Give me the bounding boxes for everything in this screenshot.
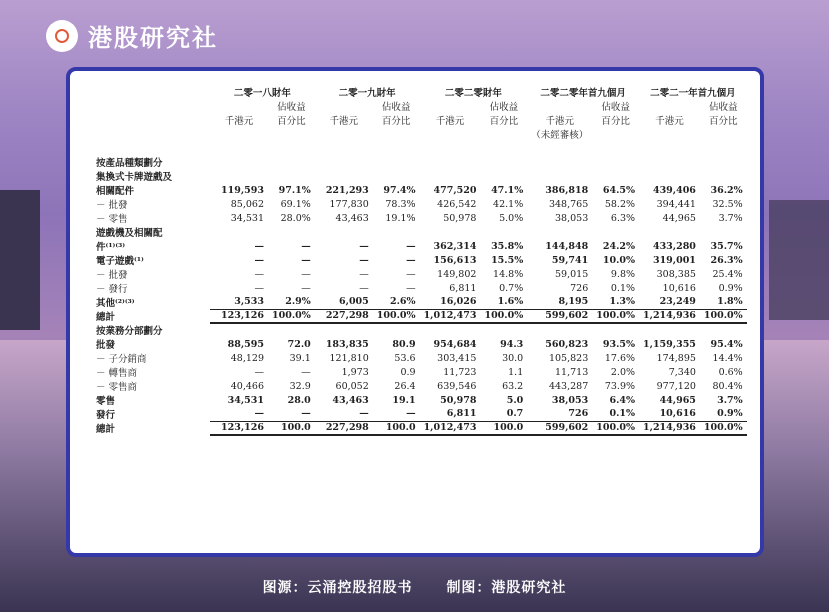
row-value: 10,616 (662, 282, 696, 294)
row-value: 433,280 (652, 240, 696, 252)
total-value: 123,126 (210, 421, 268, 435)
row-value: 58.2% (604, 198, 636, 210)
row-value: 394,441 (656, 198, 696, 210)
header-blank (210, 99, 268, 113)
total-row (96, 309, 747, 323)
row-label: 其他⁽²⁾⁽³⁾ (96, 298, 135, 309)
table-row (96, 267, 747, 281)
header-pct-top (96, 99, 747, 113)
row-value (420, 225, 481, 239)
row-value: 32.5% (712, 198, 743, 210)
row-value: 78.3% (385, 198, 416, 210)
row-value: 2.6% (373, 295, 420, 309)
row-value: 69.1% (280, 198, 311, 210)
row-value: 80.4% (712, 380, 743, 392)
row-value: 42.1% (493, 198, 524, 210)
row-value: — (315, 407, 373, 421)
header-pct-label: 佔收益 (489, 102, 519, 113)
row-value (527, 169, 592, 183)
row-value: — (268, 407, 315, 421)
row-value: 144,848 (545, 240, 589, 252)
row-value: 5.0 (506, 394, 524, 406)
header-blank (527, 99, 592, 113)
total-value: 1,214,936 (639, 309, 700, 323)
row-value: 156,613 (433, 254, 477, 266)
row-label: 遊戲機及相關配 (96, 228, 163, 239)
row-value: 43,463 (332, 394, 369, 406)
footer-source: 图源：云涌控股招股书 (262, 580, 413, 596)
row-value: — (301, 268, 311, 280)
row-label: － 零售 (96, 214, 128, 225)
header-pct-label: 佔收益 (601, 102, 630, 113)
row-value: 2.0% (610, 366, 636, 378)
row-value: 64.5% (602, 184, 636, 196)
total-value: 1,012,473 (420, 309, 481, 323)
row-value: 386,818 (545, 184, 589, 196)
row-value: — (301, 240, 311, 252)
row-value: 95.4% (710, 338, 743, 350)
row-value: — (254, 282, 264, 294)
header-blank (592, 127, 639, 141)
row-value: 14.8% (493, 268, 524, 280)
header-blank (268, 127, 315, 141)
row-value: 28.0 (287, 394, 311, 406)
header-period: 二零一八財年 (233, 88, 291, 99)
row-label: － 批發 (96, 200, 128, 211)
row-value: 44,965 (659, 394, 696, 406)
header-period: 二零二零財年 (444, 88, 502, 99)
row-value: 19.1 (392, 394, 416, 406)
header-blank (96, 85, 210, 99)
row-value: — (359, 268, 369, 280)
row-label: 零售 (96, 396, 116, 407)
total-row (96, 421, 747, 435)
header-pct-label: 百分比 (709, 116, 738, 127)
table-row (96, 351, 747, 365)
row-value: 7,340 (668, 366, 696, 378)
brand-name: 港股研究社 (88, 24, 218, 52)
spacer-cell (96, 141, 210, 148)
row-value: — (406, 254, 416, 266)
row-value: 38,053 (555, 212, 589, 224)
table-row (96, 379, 747, 393)
total-value: 100.0 (480, 421, 527, 435)
row-value: — (254, 240, 264, 252)
row-value: 72.0 (287, 338, 311, 350)
row-value: 59,741 (551, 254, 589, 266)
table-row (96, 225, 747, 239)
row-value: 73.9% (604, 380, 636, 392)
row-value: 38,053 (551, 394, 589, 406)
row-value: 3.7% (718, 212, 743, 224)
table-row (96, 281, 747, 295)
row-value: — (406, 282, 416, 294)
total-value: 599,602 (527, 421, 592, 435)
spacer (96, 141, 747, 148)
row-value: 2.9% (268, 295, 315, 309)
row-value: — (359, 240, 369, 252)
header-pct-label: 百分比 (489, 116, 519, 127)
row-value: 30.0 (502, 352, 524, 364)
header-blank (480, 127, 527, 141)
row-value: 85,062 (230, 198, 264, 210)
section-title-row (96, 323, 747, 337)
row-value (527, 225, 592, 239)
revenue-table (96, 85, 747, 436)
row-value: 28.0% (280, 212, 311, 224)
row-value: 23,249 (639, 295, 700, 309)
row-value: 443,287 (548, 380, 589, 392)
section-title-row (96, 155, 747, 169)
row-value: 119,593 (221, 184, 264, 196)
header-period: 二零二一年首九個月 (650, 88, 736, 99)
row-value: 26.3% (710, 254, 743, 266)
row-value: 0.1% (610, 282, 636, 294)
header-blank (315, 127, 373, 141)
header-blank (373, 127, 420, 141)
header-blank (639, 127, 700, 141)
row-value: 88,595 (227, 338, 264, 350)
row-value: 43,463 (335, 212, 369, 224)
row-label: 集換式卡牌遊戲及 (96, 172, 173, 183)
row-value (480, 225, 527, 239)
header-blank (700, 127, 747, 141)
table-row (96, 183, 747, 197)
header-blank (315, 99, 373, 113)
row-value: 60,052 (335, 380, 369, 392)
row-value: — (359, 254, 369, 266)
row-value: 308,385 (656, 268, 696, 280)
row-value: 93.5% (602, 338, 636, 350)
row-label: 相關配件 (96, 186, 135, 197)
row-value: 303,415 (437, 352, 477, 364)
row-value: 177,830 (329, 198, 369, 210)
row-label: 批發 (96, 340, 116, 351)
row-label: － 子分銷商 (96, 354, 147, 365)
row-value (420, 169, 481, 183)
header-amount-label: 千港元 (435, 116, 465, 127)
header-unaudited-label: （未經審核） (531, 130, 589, 141)
header-blank (96, 113, 210, 127)
row-value: 149,802 (437, 268, 477, 280)
row-value: 97.1% (278, 184, 311, 196)
row-value: 10.0% (602, 254, 636, 266)
row-value: 639,546 (437, 380, 477, 392)
row-value: 94.3 (500, 338, 524, 350)
row-value: 6.3% (610, 212, 636, 224)
total-value: 100.0% (373, 309, 420, 323)
row-value: 726 (527, 407, 592, 421)
table-row (96, 169, 747, 183)
row-value (210, 225, 268, 239)
row-value: 6,811 (420, 407, 481, 421)
row-value: 34,531 (230, 212, 264, 224)
header-units (96, 113, 747, 127)
row-value (700, 225, 747, 239)
row-value: 477,520 (433, 184, 477, 196)
row-value: 80.9 (392, 338, 416, 350)
total-value: 599,602 (527, 309, 592, 323)
table-row (96, 239, 747, 253)
row-value: 105,823 (548, 352, 589, 364)
row-value: 32.9 (289, 380, 311, 392)
row-label: － 轉售商 (96, 368, 138, 379)
header-amount-label: 千港元 (545, 116, 574, 127)
row-value: 10,616 (639, 407, 700, 421)
total-value: 123,126 (210, 309, 268, 323)
total-value: 100.0% (592, 421, 639, 435)
section-title: 按業務分部劃分 (96, 326, 163, 337)
row-value: 63.2 (502, 380, 524, 392)
row-value: 0.1% (592, 407, 639, 421)
row-value: 426,542 (437, 198, 477, 210)
table-row (96, 253, 747, 267)
row-value: 726 (570, 282, 589, 294)
total-value: 100.0% (480, 309, 527, 323)
total-value: 100.0% (268, 309, 315, 323)
row-label: 電子遊戲⁽¹⁾ (96, 256, 144, 267)
header-blank (420, 127, 481, 141)
row-value: 35.8% (491, 240, 524, 252)
row-label: 發行 (96, 410, 116, 421)
row-value: 11,723 (443, 366, 477, 378)
table-row (96, 211, 747, 225)
row-value (639, 169, 700, 183)
row-value: 3.7% (717, 394, 743, 406)
row-value: 0.9% (718, 282, 743, 294)
row-value: 183,835 (325, 338, 369, 350)
total-value: 1,012,473 (420, 421, 481, 435)
row-value: 6,005 (315, 295, 373, 309)
row-value: 14.4% (712, 352, 743, 364)
row-label: 件⁽¹⁾⁽³⁾ (96, 242, 126, 253)
row-value: 26.4 (394, 380, 416, 392)
row-value: — (301, 366, 311, 378)
row-value: — (210, 407, 268, 421)
header-amount-label: 千港元 (224, 116, 254, 127)
spacer-cell (96, 148, 210, 155)
table-row (96, 295, 747, 309)
header-amount-label: 千港元 (329, 116, 359, 127)
row-value: — (301, 254, 311, 266)
row-value: 1.6% (480, 295, 527, 309)
row-value: 15.5% (491, 254, 524, 266)
row-value (373, 169, 420, 183)
header-unaudited (96, 127, 747, 141)
row-value: 439,406 (652, 184, 696, 196)
table-row (96, 337, 747, 351)
table-row (96, 407, 747, 421)
row-value: 35.7% (710, 240, 743, 252)
header-blank (420, 99, 481, 113)
row-value: 1.8% (700, 295, 747, 309)
total-value: 100.0 (268, 421, 315, 435)
row-value: — (254, 254, 264, 266)
header-blank (96, 127, 210, 141)
row-value: 174,895 (656, 352, 696, 364)
row-value: — (373, 407, 420, 421)
footer-maker: 制图：港股研究社 (446, 580, 567, 596)
table-row (96, 197, 747, 211)
row-value: 39.1 (289, 352, 311, 364)
row-value: 319,001 (652, 254, 696, 266)
row-value: 3,533 (210, 295, 268, 309)
row-value (268, 225, 315, 239)
row-value (268, 169, 315, 183)
total-value: 100.0 (373, 421, 420, 435)
row-value: 1,159,355 (643, 338, 696, 350)
row-value (373, 225, 420, 239)
row-value: 53.6 (394, 352, 416, 364)
row-value (700, 169, 747, 183)
row-value: 97.4% (383, 184, 416, 196)
row-value: — (406, 268, 416, 280)
row-value: 348,765 (548, 198, 589, 210)
row-value: 0.7 (480, 407, 527, 421)
row-value: 0.9% (700, 407, 747, 421)
row-value: 8,195 (527, 295, 592, 309)
header-pct-label: 百分比 (277, 116, 306, 127)
row-label: － 發行 (96, 284, 128, 295)
row-value: 362,314 (433, 240, 477, 252)
row-value: 121,810 (329, 352, 369, 364)
total-label: 總計 (96, 312, 116, 323)
header-amount-label: 千港元 (655, 116, 684, 127)
header-pct-label: 佔收益 (709, 102, 738, 113)
row-value: — (359, 282, 369, 294)
background-building-right (769, 200, 829, 320)
table-row (96, 393, 747, 407)
row-value: 1,973 (341, 366, 369, 378)
total-label: 總計 (96, 424, 116, 435)
row-value: 17.6% (604, 352, 636, 364)
header-pct-label: 百分比 (381, 116, 411, 127)
row-value: 25.4% (712, 268, 743, 280)
row-value (480, 169, 527, 183)
row-value (639, 225, 700, 239)
row-value: 50,978 (443, 212, 477, 224)
section-title: 按產品種類劃分 (96, 158, 163, 169)
row-value: 47.1% (491, 184, 524, 196)
header-pct-label: 佔收益 (277, 102, 306, 113)
row-value: 50,978 (440, 394, 477, 406)
row-value: 19.1% (385, 212, 416, 224)
header-pct-label: 佔收益 (381, 102, 411, 113)
table-card (66, 67, 764, 557)
brand-logo (46, 18, 218, 53)
logo-icon (46, 20, 78, 52)
row-value: 9.8% (610, 268, 636, 280)
row-value: — (406, 240, 416, 252)
row-value: 11,713 (555, 366, 589, 378)
spacer (96, 148, 747, 155)
header-periods (96, 85, 747, 99)
header-period: 二零一九財年 (338, 88, 396, 99)
header-pct-label: 百分比 (601, 116, 630, 127)
row-value: 36.2% (710, 184, 743, 196)
row-value (315, 225, 373, 239)
row-value: 34,531 (227, 394, 264, 406)
table-row (96, 365, 747, 379)
total-value: 100.0% (700, 421, 747, 435)
row-value: 5.0% (499, 212, 524, 224)
row-value: 48,129 (230, 352, 264, 364)
row-value (592, 225, 639, 239)
background-building-left (0, 190, 40, 330)
row-value: 1.1 (508, 366, 524, 378)
row-value: 40,466 (230, 380, 264, 392)
total-value: 100.0% (700, 309, 747, 323)
row-value: — (301, 282, 311, 294)
header-blank (96, 99, 210, 113)
header-blank (210, 127, 268, 141)
total-value: 227,298 (315, 421, 373, 435)
row-value (592, 169, 639, 183)
row-value: 0.6% (718, 366, 743, 378)
row-value: 16,026 (420, 295, 481, 309)
row-value: 1.3% (592, 295, 639, 309)
row-value: 44,965 (662, 212, 696, 224)
total-value: 227,298 (315, 309, 373, 323)
row-value: 0.9 (400, 366, 416, 378)
row-value (315, 169, 373, 183)
header-period: 二零二零年首九個月 (540, 88, 626, 99)
row-label: － 零售商 (96, 382, 138, 393)
row-value: 59,015 (555, 268, 589, 280)
row-value: 0.7% (499, 282, 524, 294)
row-value (210, 169, 268, 183)
row-value: — (254, 268, 264, 280)
row-value: 6.4% (609, 394, 636, 406)
row-value: 560,823 (545, 338, 589, 350)
row-value: 24.2% (602, 240, 636, 252)
row-value: 6,811 (449, 282, 477, 294)
footer (0, 577, 829, 597)
total-value: 1,214,936 (639, 421, 700, 435)
row-value: — (254, 366, 264, 378)
row-label: － 批發 (96, 270, 128, 281)
row-value: 954,684 (433, 338, 477, 350)
row-value: 977,120 (656, 380, 696, 392)
header-blank (639, 99, 700, 113)
total-value: 100.0% (592, 309, 639, 323)
row-value: 221,293 (325, 184, 369, 196)
